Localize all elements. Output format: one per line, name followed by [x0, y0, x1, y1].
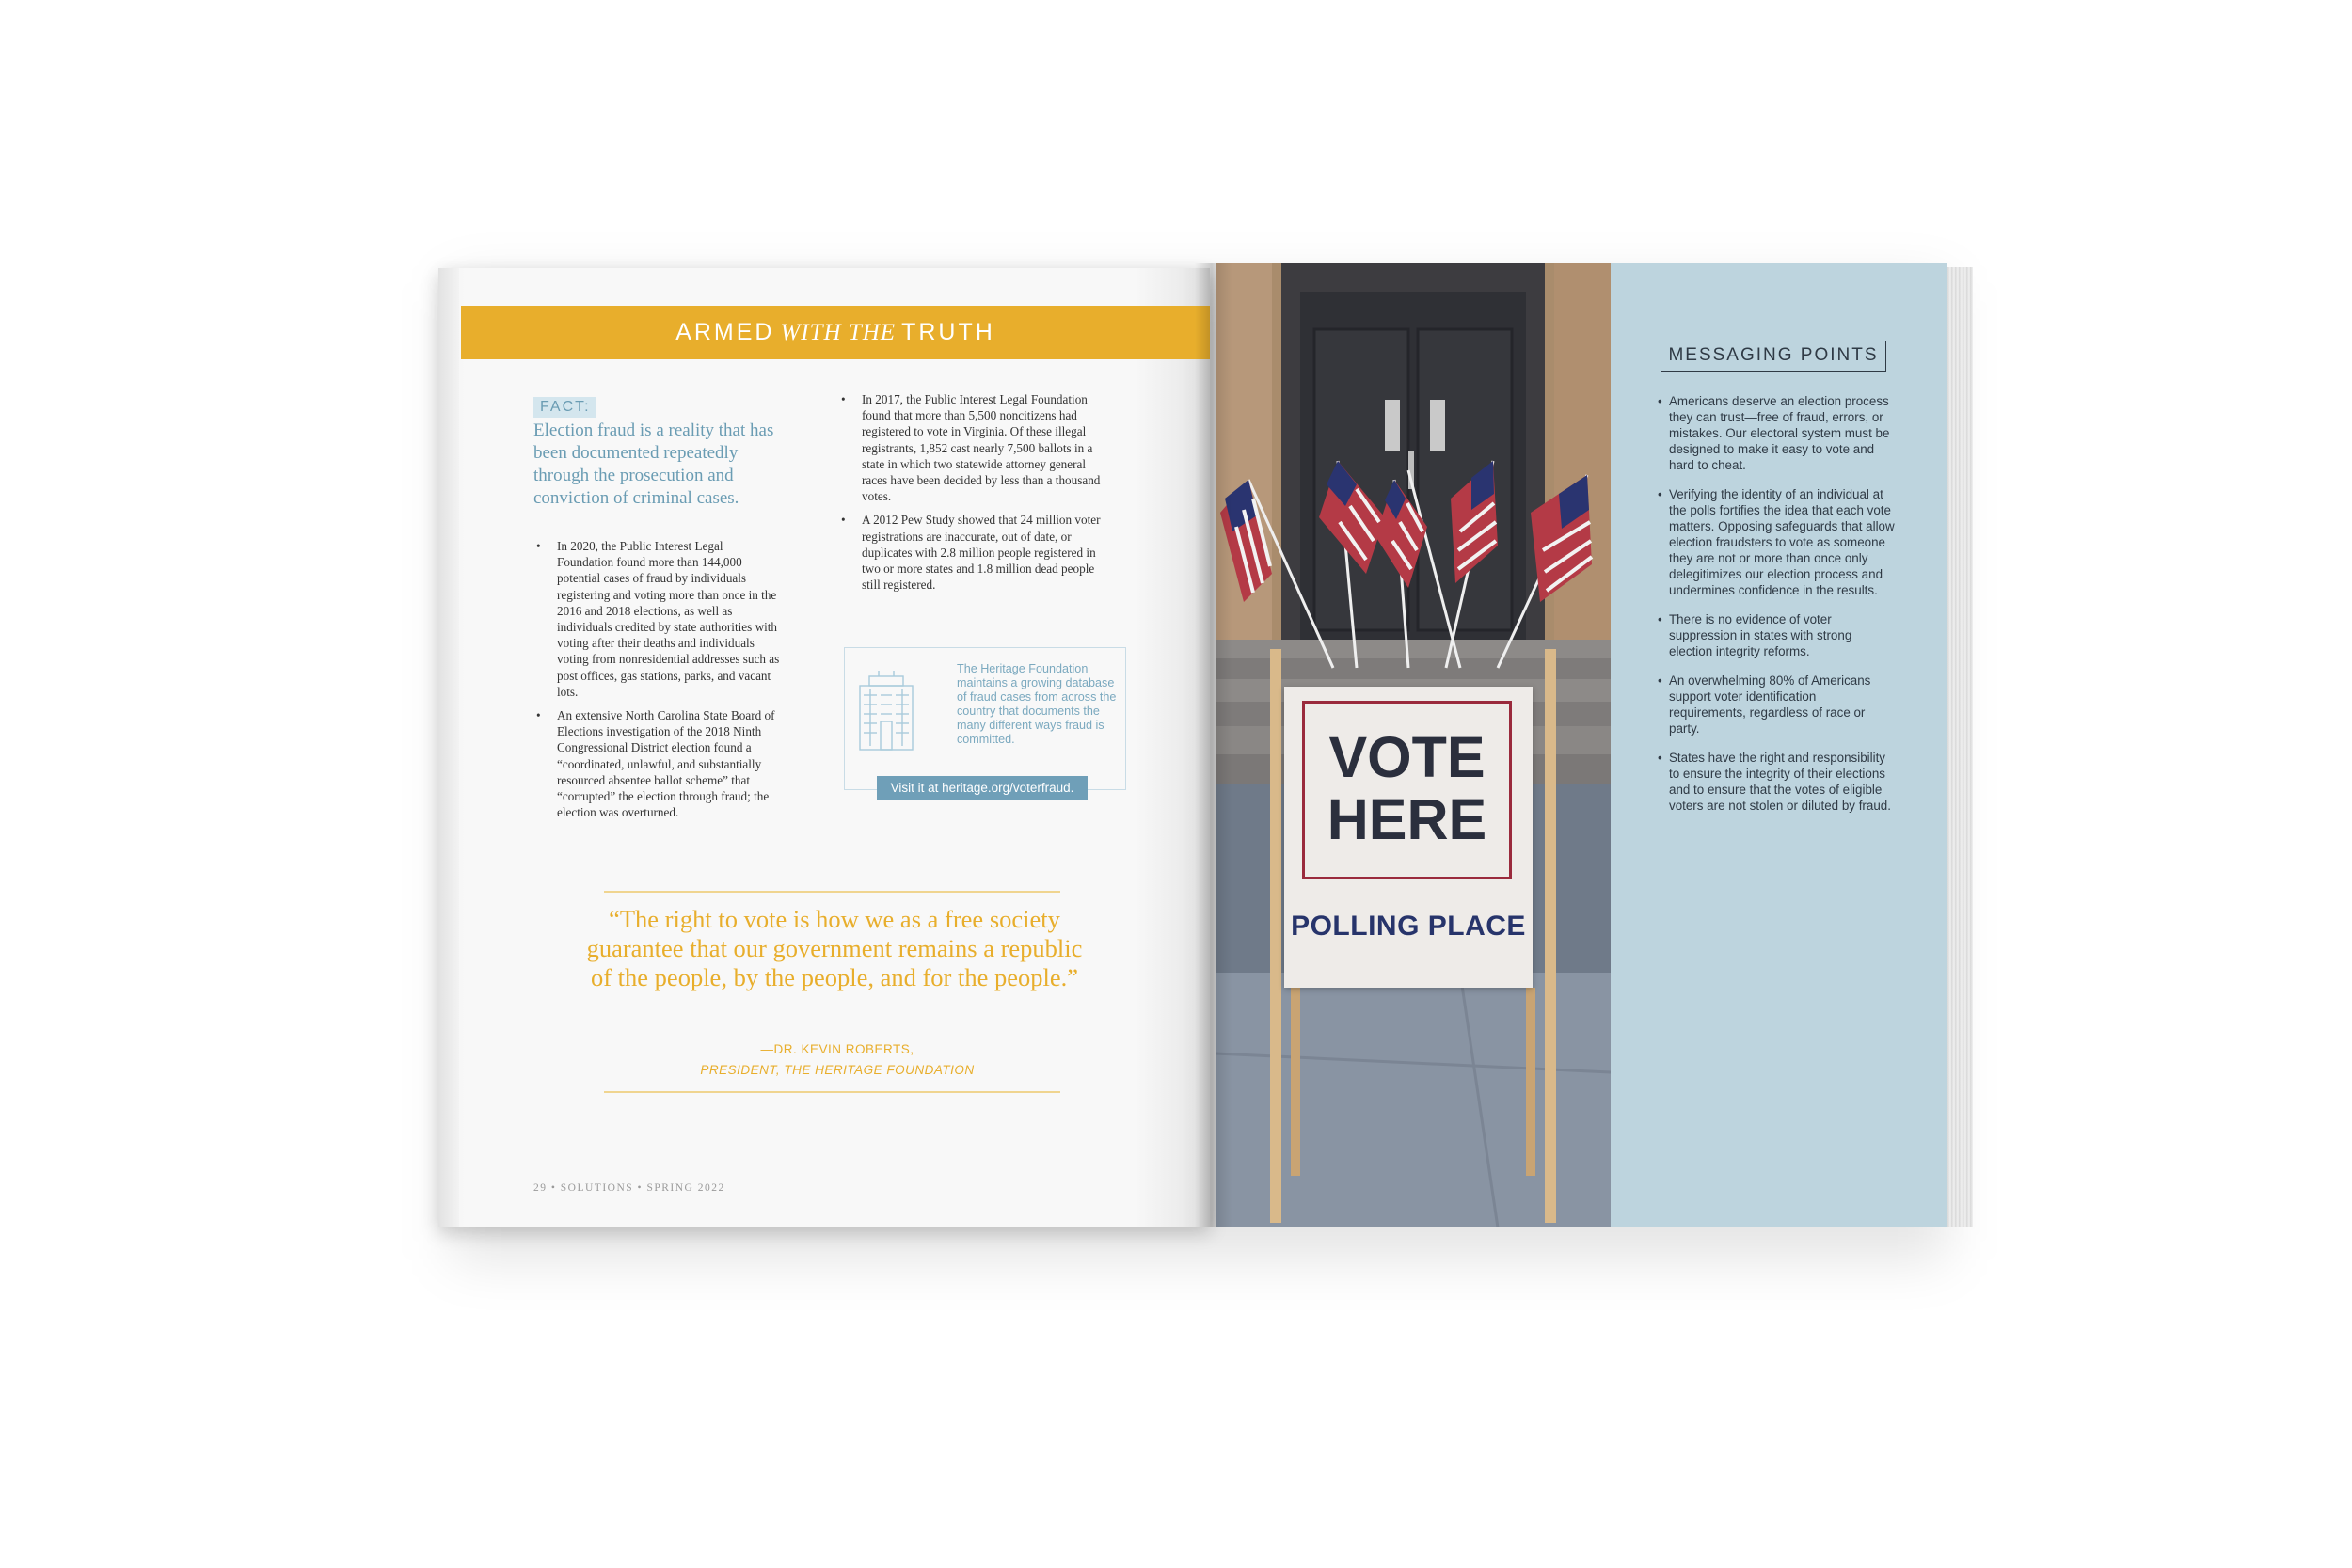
- section-banner: [461, 306, 1210, 359]
- fact-label: FACT:: [533, 397, 596, 418]
- banner-word-truth: TRUTH: [901, 319, 995, 345]
- pull-quote: “The right to vote is how we as a free society guarantee that our government remains a republic of the people, by the people, and for the people.”: [586, 905, 1083, 991]
- messaging-points-title: MESSAGING POINTS: [1661, 341, 1886, 372]
- fact-bullet: • In 2017, the Public Interest Legal Foundation found that more than 5,500 noncitizens had registered to vote in Virginia. Of these illegal registrants, 1,852 cast nearly 7,500 ballots in a state in which two statewide attorney general races have been decided by less than a thousand votes.: [839, 391, 1104, 504]
- quote-bottom-rule: [604, 1091, 1060, 1093]
- messaging-point: • Verifying the identity of an individual at the polls fortifies the idea that each vote matters. Opposing safeguards that allow election fraudsters to vote as someone they are not or more than once only delegitimizes our election process and undermines confidence in the results.: [1658, 486, 1895, 598]
- messaging-point: • Americans deserve an election process they can trust—free of fraud, errors, or mistakes. Our electoral system must be designed to make it easy to vote and hard to cheat.: [1658, 393, 1895, 473]
- sign-line-here: HERE: [1327, 787, 1487, 851]
- messaging-point: • There is no evidence of voter suppression in states with strong election integrity reforms.: [1658, 611, 1895, 659]
- banner-title: [675, 319, 995, 346]
- messaging-points-list: [1658, 393, 1895, 827]
- spread-gutter-shadow: [1195, 263, 1232, 1227]
- messaging-point: • An overwhelming 80% of Americans support voter identification requirements, regardless of race or party.: [1658, 673, 1895, 736]
- sign-vote-here-text: [1302, 726, 1512, 850]
- sign-polling-place-text: POLLING PLACE: [1291, 911, 1526, 942]
- heritage-callout-box: [844, 647, 1126, 790]
- sign-line-vote: VOTE: [1328, 725, 1486, 789]
- building-icon: [858, 667, 914, 752]
- quote-attribution: —DR. KEVIN ROBERTS,: [760, 1042, 914, 1056]
- callout-text: The Heritage Foundation maintains a growing database of fraud cases from across the country that documents the many different ways fraud is committed.: [957, 662, 1117, 746]
- fact-bullets-column-1: [534, 538, 781, 828]
- quote-top-rule: [604, 891, 1060, 893]
- heritage-voterfraud-link[interactable]: Visit it at heritage.org/voterfraud.: [877, 776, 1088, 800]
- fact-bullet: • In 2020, the Public Interest Legal Foundation found more than 144,000 potential cases of fraud by individuals registering and voting more than once in the 2016 and 2018 elections, as well as individuals credited by state authorities with voting after their deaths and individuals voting from nonresidential addresses such as post offices, gas stations, parks, and vacant lots.: [534, 538, 781, 700]
- left-page-edge: [438, 268, 459, 1227]
- fact-bullet: • A 2012 Pew Study showed that 24 million voter registrations are inaccurate, out of date, or duplicates with 2.8 million people registered in two or more states and 1.8 million dead people still registered.: [839, 512, 1104, 593]
- quote-attribution-title: PRESIDENT, THE HERITAGE FOUNDATION: [700, 1063, 975, 1077]
- fact-bullets-column-2: [839, 391, 1104, 600]
- page-folio: 29 • SOLUTIONS • SPRING 2022: [533, 1182, 725, 1194]
- messaging-point: • States have the right and responsibility to ensure the integrity of their elections and to ensure that the votes of eligible voters are not stolen or diluted by fraud.: [1658, 750, 1895, 814]
- banner-word-armed: ARMED: [675, 319, 775, 345]
- fact-bullet: • An extensive North Carolina State Board of Elections investigation of the 2018 Ninth Congressional District election found a “coordinated, unlawful, and substantially resourced absentee ballot scheme” that “corrupted” the election through fraud; the election was overturned.: [534, 707, 781, 820]
- banner-word-with-the: WITH THE: [780, 320, 897, 345]
- fact-lead: Election fraud is a reality that has been documented repeatedly through the prosecution and conviction of criminal cases.: [533, 420, 774, 508]
